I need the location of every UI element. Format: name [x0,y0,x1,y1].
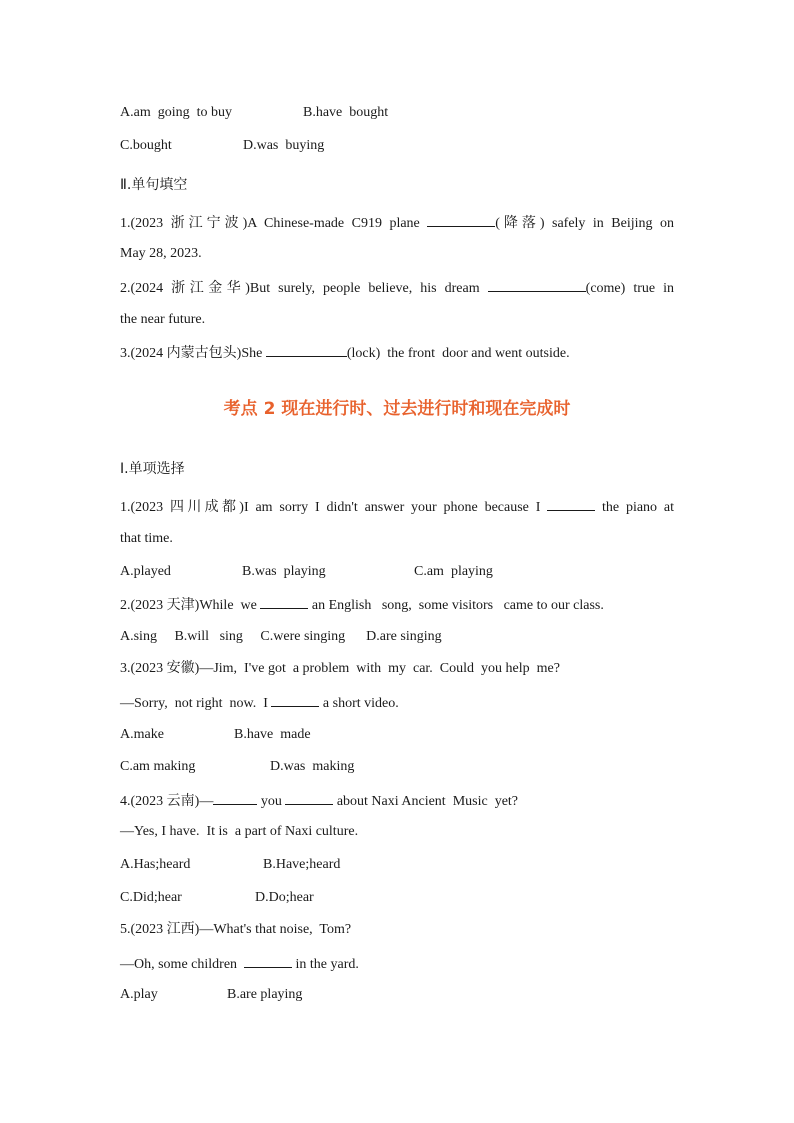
q2-options: A.sing B.will sing C.were singing D.are singing [120,629,442,644]
question-text: 1.(2023 四川成都)I am sorry I didn't answer your phone because I [120,500,548,515]
answer-blank[interactable] [266,343,347,357]
q4-option-c: C.Did;hear [120,890,182,905]
option-d: D.was buying [243,138,325,153]
answer-blank[interactable] [427,213,495,227]
mc-question-1 [120,497,674,517]
q1-option-c: C.am playing [414,564,493,579]
question-text: 4.(2023 云南)— [120,794,214,809]
option-a: A.am going to buy [120,105,232,120]
q3-option-c: C.am making [120,759,196,774]
fill-question-2 [120,278,674,298]
question-text: in the yard. [292,957,359,972]
mc-question-5: 5.(2023 江西)—What's that noise, Tom? [120,922,352,937]
question-text: (lock) the front door and went outside. [346,346,570,361]
q3-option-d: D.was making [270,759,355,774]
answer-blank[interactable] [285,791,333,805]
q1-option-b: B.was playing [242,564,326,579]
mc-question-2 [120,595,604,615]
question-text: 2.(2024 浙江金华)But surely, people believe, his dream [120,281,488,296]
question-text: 2.(2023 天津)While we [120,598,261,613]
mc-question-5-line2 [120,954,359,974]
q4-option-a: A.Has;heard [120,857,191,872]
mc-question-3-line2 [120,693,399,713]
answer-blank[interactable] [213,791,257,805]
answer-blank[interactable] [260,595,308,609]
option-b: B.have bought [303,105,389,120]
question-text: 1.(2023 浙江宁波)A Chinese-made C919 plane [120,216,428,231]
q3-option-b: B.have made [234,727,311,742]
fill-question-1 [120,213,674,233]
mc-question-4-line2: —Yes, I have. It is a part of Naxi culture. [120,824,359,839]
question-text: —Oh, some children [120,957,245,972]
fill-question-1-cont: May 28, 2023. [120,246,202,261]
answer-blank[interactable] [244,954,292,968]
question-text: 3.(2024 内蒙古包头)She [120,346,266,361]
question-text: a short video. [319,696,399,711]
answer-blank[interactable] [271,693,319,707]
q4-option-d: D.Do;hear [255,890,314,905]
mc-question-1-cont: that time. [120,531,173,546]
q5-option-a: A.play [120,987,158,1002]
fill-question-2-cont: the near future. [120,312,206,327]
question-text: the piano at [595,500,674,515]
q1-option-a: A.played [120,564,171,579]
q5-option-b: B.are playing [227,987,303,1002]
question-text: you [257,794,286,809]
mc-question-3: 3.(2023 安徽)—Jim, I've got a problem with my car. Could you help me? [120,661,560,676]
mc-question-4 [120,791,518,811]
question-text: (降落) safely in Beijing on [495,216,674,231]
q4-option-b: B.Have;heard [263,857,341,872]
section-heading-fill-in: Ⅱ.单句填空 [120,177,188,193]
question-text: (come) true in [585,281,674,296]
option-c: C.bought [120,138,172,153]
fill-question-3 [120,343,570,363]
section-heading-multiple-choice: Ⅰ.单项选择 [120,461,185,477]
question-text: about Naxi Ancient Music yet? [333,794,519,809]
q3-option-a: A.make [120,727,164,742]
question-text: —Sorry, not right now. I [120,696,272,711]
answer-blank[interactable] [488,278,586,292]
question-text: an English song, some visitors came to our class. [308,598,604,613]
answer-blank[interactable] [547,497,595,511]
topic-title: 考点 2 现在进行时、过去进行时和现在完成时 [223,399,571,419]
